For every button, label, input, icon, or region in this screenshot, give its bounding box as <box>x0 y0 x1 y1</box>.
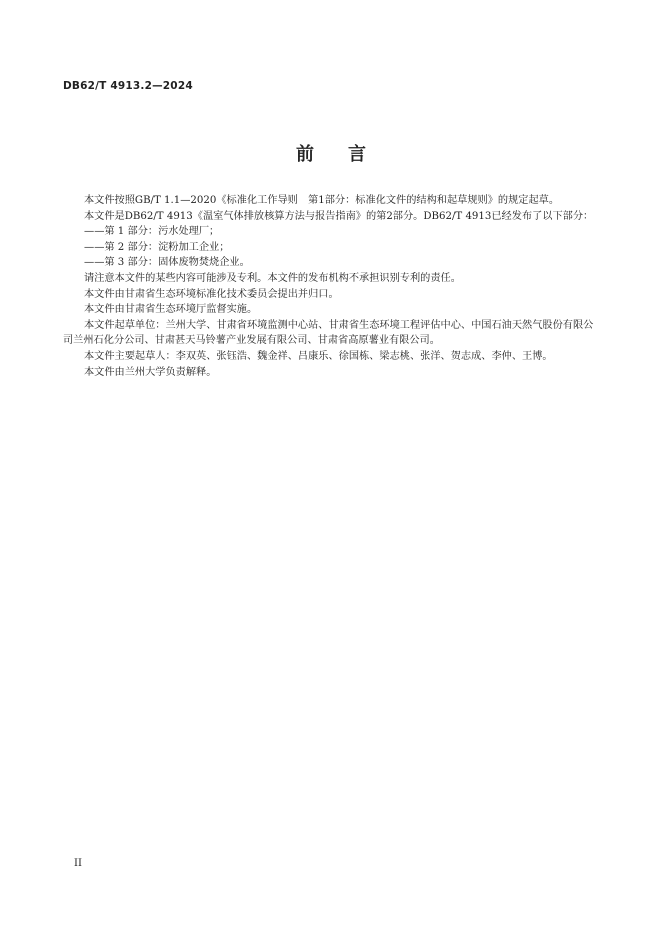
paragraph-interpretation: 本文件由兰州大学负责解释。 <box>84 366 217 378</box>
paragraph-drafting-rules: 本文件按照GB/T 1.1—2020《标准化工作导则 第1部分：标准化文件的结构和起草规则》的规定起草。 <box>84 195 560 206</box>
page-title: 前言 <box>296 144 400 165</box>
paragraph-series-info: 本文件是DB62/T 4913《温室气体排放核算方法与报告指南》的第2部分。DB62/T 4913已经发布了以下部分： <box>84 210 594 222</box>
list-item-part-3: ——第 3 部分：固体废物焚烧企业。 <box>84 257 250 269</box>
paragraph-supervisor: 本文件由甘肃省生态环境厅监督实施。 <box>84 304 258 316</box>
paragraph-drafters: 本文件主要起草人：李双英、张钰浩、魏金祥、吕康乐、徐国栋、梁志桃、张洋、贺志成、李仲、王博。 <box>84 350 553 362</box>
list-item-part-1: ——第 1 部分：污水处理厂； <box>84 226 220 238</box>
foreword-body <box>63 193 594 380</box>
paragraph-proposer: 本文件由甘肃省生态环境标准化技术委员会提出并归口。 <box>84 288 339 300</box>
page-number: II <box>74 858 82 869</box>
document-code: DB62/T 4913.2—2024 <box>63 80 193 92</box>
list-item-part-2: ——第 2 部分：淀粉加工企业； <box>84 241 230 253</box>
paragraph-drafting-units: 本文件起草单位：兰州大学、甘肃省环境监测中心站、甘肃省生态环境工程评估中心、中国石油天然气股份有限公司兰州石化分公司、甘肃甚天马铃薯产业发展有限公司、甘肃省高原薯业有限公司。 <box>63 319 594 347</box>
paragraph-patent-notice: 请注意本文件的某些内容可能涉及专利。本文件的发布机构不承担识别专利的责任。 <box>84 272 461 284</box>
